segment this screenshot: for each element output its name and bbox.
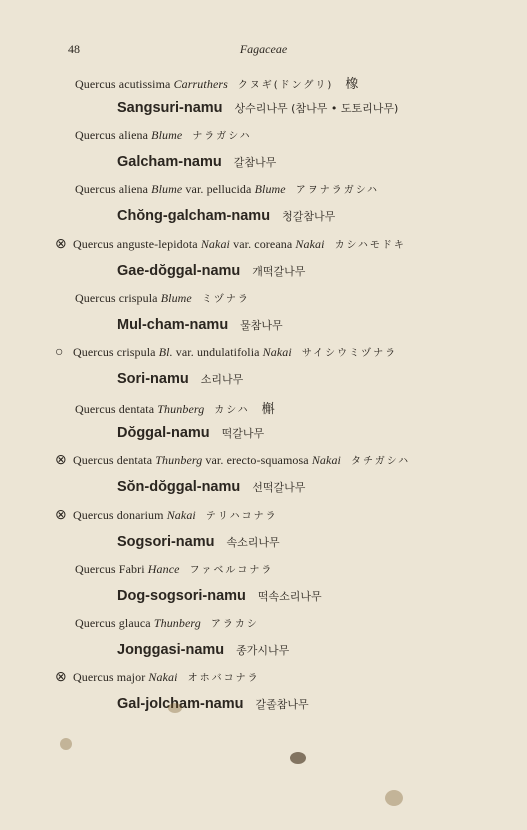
author: Blume [151,182,183,197]
genus: Quercus [73,670,114,685]
korean-hangul: 청갈참나무 [282,210,336,224]
author: Thunberg [155,453,203,468]
list-item [0,236,527,290]
scientific-name [75,73,358,92]
scientific-name [55,344,397,361]
korean-name [117,262,305,280]
author: Nakai [200,236,230,251]
scientific-name [75,615,259,631]
genus: Quercus [75,290,116,305]
korean-romanized: Galcham-namu [117,154,222,171]
variety: var. coreana [233,236,293,251]
author: Thunberg [153,615,201,630]
genus: Quercus [73,236,114,251]
list-item [0,669,527,723]
author: Carruthers [173,77,228,91]
korean-romanized: Gae-dŏggal-namu [117,262,241,279]
korean-name [117,207,335,225]
korean-name [117,695,309,713]
status-mark: ⊗ [55,453,67,469]
epithet: aliena [118,128,149,143]
korean-romanized: Sangsuri-namu [117,100,223,116]
genus: Quercus [73,453,114,468]
scientific-name [75,290,250,306]
korean-hangul: 속소리나무 [226,535,280,549]
status-mark: ⊗ [55,236,67,252]
variety: var. erecto-squamosa [205,453,309,468]
foxing-stain [385,790,403,806]
foxing-stain [290,752,306,764]
kanji-name: 槲 [261,402,275,418]
scientific-name [55,236,406,253]
kanji-name: 橡 [345,77,359,92]
variety-author: Blume [254,182,286,197]
epithet: major [116,670,146,685]
japanese-name: カシハ [214,405,250,417]
japanese-name: サイシウミヅナラ [301,347,398,359]
list-item [0,344,527,398]
korean-hangul: 떡속소리나무 [257,589,322,603]
variety-author: Nakai [311,453,341,468]
korean-romanized: Chŏng-galcham-namu [117,208,271,225]
author: Hance [147,561,180,576]
list-item [0,290,527,344]
japanese-name: クヌギ(ドングリ) [237,80,334,91]
list-item [0,615,527,669]
scientific-name [55,669,260,686]
author: Blume [151,128,183,143]
epithet: anguste-lepidota [116,236,198,251]
epithet: dentata [118,402,155,417]
korean-romanized: Sŏn-dŏggal-namu [117,479,241,496]
scientific-name [55,507,278,524]
japanese-name: ミヅナラ [201,293,250,305]
foxing-stain [168,703,182,713]
author: Blume [160,290,192,305]
epithet: aliena [118,182,149,197]
korean-name [117,370,243,388]
japanese-name: タチガシハ [350,456,411,468]
genus: Quercus [75,615,116,630]
scientific-name [75,398,275,417]
scientific-name [75,127,252,143]
list-item [0,398,527,452]
korean-romanized: Jonggasi-namu [117,641,225,658]
scientific-name [55,452,410,469]
japanese-name: ナラガシハ [192,131,252,143]
epithet: crispula [118,290,158,305]
genus: Quercus [73,507,114,522]
page-number: 48 [68,42,80,56]
korean-hangul: 선떡갈나무 [252,481,306,495]
status-mark: ⊗ [55,670,67,686]
epithet: acutissima [118,77,171,91]
epithet: crispula [116,344,156,359]
status-mark: ⊗ [55,507,67,523]
epithet: glauca [118,615,151,630]
list-item [0,507,527,561]
korean-romanized: Sori-namu [117,370,189,387]
korean-name [117,316,283,334]
variety: var. pellucida [185,182,252,197]
scientific-name [75,181,379,197]
epithet: dentata [116,453,153,468]
korean-name [117,641,289,659]
korean-hangul: 갈참나무 [233,156,277,170]
genus: Quercus [73,344,114,359]
author: Bl. [158,344,173,359]
korean-name [117,99,398,117]
korean-romanized: Gal-jolcham-namu [117,696,244,713]
korean-name [117,424,264,442]
variety: var. undulatifolia [175,344,260,359]
korean-romanized: Dŏggal-namu [117,425,210,442]
author: Nakai [166,507,196,522]
foxing-stain [60,738,72,750]
korean-hangul: 상수리나무 (참나무 • 도토리나무) [234,102,399,115]
japanese-name: アヲナラガシハ [295,185,380,197]
korean-name [117,478,305,496]
japanese-name: オホバコナラ [187,673,260,685]
list-item [0,181,527,235]
genus: Quercus [75,182,116,197]
japanese-name: テリハコナラ [205,510,278,522]
korean-hangul: 소리나무 [200,372,244,386]
author: Thunberg [157,402,205,417]
species-list [0,73,527,723]
author: Nakai [148,670,178,685]
japanese-name: ファベルコナラ [189,564,274,576]
japanese-name: アラカシ [210,618,259,630]
page-header [0,42,527,58]
epithet: donarium [116,507,164,522]
list-item [0,452,527,506]
korean-name [117,587,322,605]
korean-hangul: 떡갈나무 [221,427,265,441]
variety-author: Nakai [295,236,325,251]
running-title: Fagaceae [239,42,288,56]
korean-romanized: Mul-cham-namu [117,316,229,333]
korean-hangul: 종가시나무 [236,643,290,657]
korean-romanized: Dog-sogsori-namu [117,587,246,604]
list-item [0,561,527,615]
genus: Quercus [75,128,116,143]
status-mark: ○ [55,344,64,360]
korean-hangul: 개떡갈나무 [252,264,306,278]
genus: Quercus [75,561,116,576]
list-item [0,127,527,181]
korean-name [117,533,280,551]
list-item [0,73,527,127]
korean-hangul: 물참나무 [240,318,283,332]
korean-romanized: Sogsori-namu [117,533,215,550]
variety-author: Nakai [262,344,292,359]
genus: Quercus [75,77,116,91]
korean-hangul: 갈졸참나무 [255,698,309,712]
scientific-name [75,561,273,577]
korean-name [117,153,276,171]
japanese-name: カシハモドキ [334,239,406,251]
epithet: Fabri [118,561,145,576]
genus: Quercus [75,402,116,417]
